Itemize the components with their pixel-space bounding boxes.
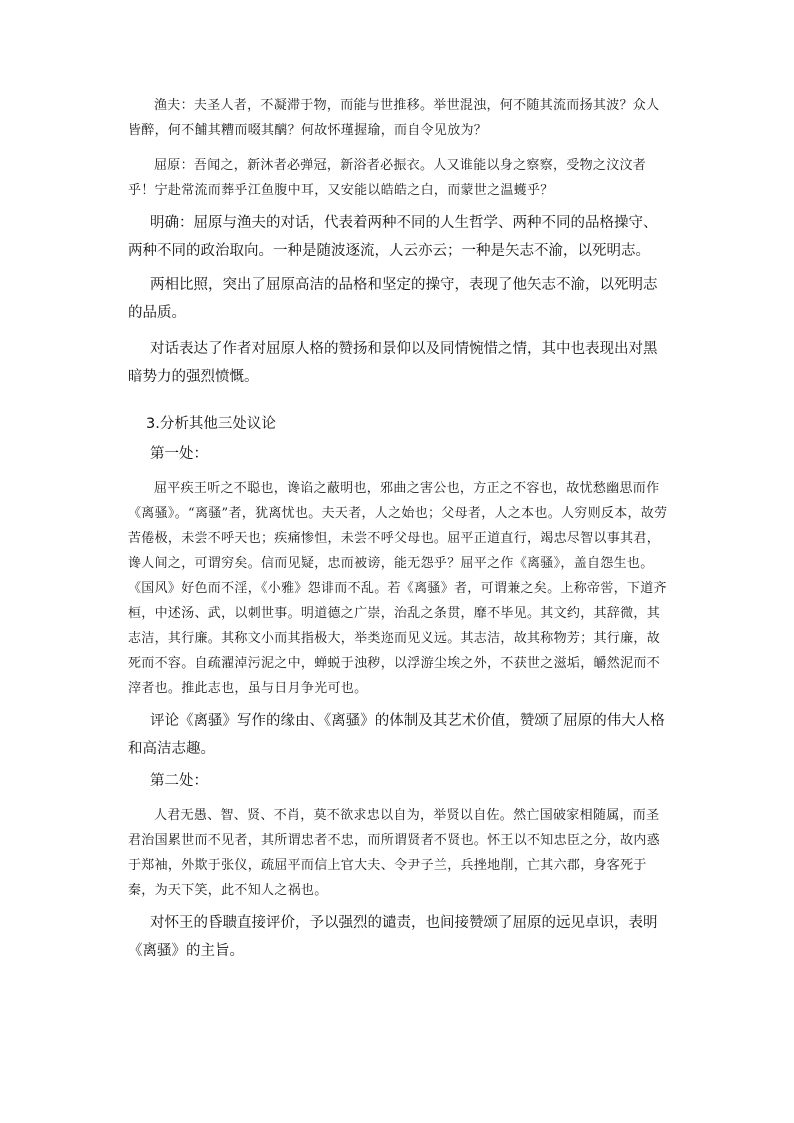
clarify-paragraph: 明确：屈原与渔夫的对话，代表着两种不同的人生哲学、两种不同的品格操守、两种不同的政治取向。一种是随波逐流，人云亦云；一种是矢志不渝，以死明志。: [128, 215, 658, 259]
quyuan-quote: 屈原：吾闻之，新沐者必弹冠，新浴者必振衣。人又谁能以身之察察，受物之汶汶者乎！宁赴常流而葬乎江鱼腹中耳，又安能以皓皓之白，而蒙世之温蠖乎？: [128, 158, 647, 198]
first-quote: 屈平疾王听之不聪也，谗谄之蔽明也，邪曲之害公也，方正之不容也，故忧愁幽思而作《离骚》。“离骚”者，犹离忧也。夫天者，人之始也；父母者，人之本也。人穷则反本，故劳苦倦极，未尝不呼天也；疾痛惨怛，未尝不呼父母也。屈平正道直行，竭忠尽智以事其君，谗人间之，可谓穷矣。信而见疑，忠而被谤，能无怨乎？屈平之作《离骚》，盖自怨生也。《国风》好色而不淫，《小雅》怨诽而不乱。若《离骚》者，可谓兼之矣。上称帝喾，下道齐桓，中述汤、武，以刺世事。明道德之广崇，治乱之条贯，靡不毕见。其文约，其辞微，其志洁，其行廉。其称文小而其指极大，举类迩而见义远。其志洁，故其称物芳；其行廉，故死而不容。自疏濯淖污泥之中，蝉蜕于浊秽，以浮游尘埃之外，不获世之滋垢，皭然泥而不滓者也。推此志也，虽与日月争光可也。: [128, 481, 668, 696]
section-3: [128, 410, 668, 965]
compare-paragraph: 两相比照，突出了屈原高洁的品格和坚定的操守，表现了他矢志不渝，以死明志的品质。: [128, 277, 658, 321]
first-label: 第一处：: [150, 446, 208, 462]
first-comment: 评论《离骚》写作的缘由、《离骚》的体制及其艺术价值，赞颂了屈原的伟大人格和高洁志趣。: [128, 713, 665, 757]
fisherman-quote: 渔夫：夫圣人者，不凝滞于物，而能与世推移。举世混浊，何不随其流而扬其波？众人皆醉，何不餔其糟而啜其醨？何故怀瑾握瑜，而自令见放为？: [128, 98, 660, 138]
second-comment: 对怀王的昏聩直接评价，予以强烈的谴责，也间接赞颂了屈原的远见卓识，表明《离骚》的主旨。: [128, 915, 658, 959]
second-quote: 人君无愚、智、贤、不肖，莫不欲求忠以自为，举贤以自佐。然亡国破家相随属，而圣君治国累世而不见者，其所谓忠者不忠，而所谓贤者不贤也。怀王以不知忠臣之分，故内惑于郑袖，外欺于张仪，疏屈平而信上官大夫、令尹子兰，兵挫地削，亡其六郡，身客死于秦，为天下笑，此不知人之祸也。: [128, 808, 661, 898]
dialogue-section: [128, 93, 668, 391]
section-heading: 3.分析其他三处议论: [146, 416, 276, 432]
second-label: 第二处：: [150, 773, 208, 789]
emotion-paragraph: 对话表达了作者对屈原人格的赞扬和景仰以及同情惋惜之情，其中也表现出对黑暗势力的强烈愤慨。: [128, 341, 658, 385]
